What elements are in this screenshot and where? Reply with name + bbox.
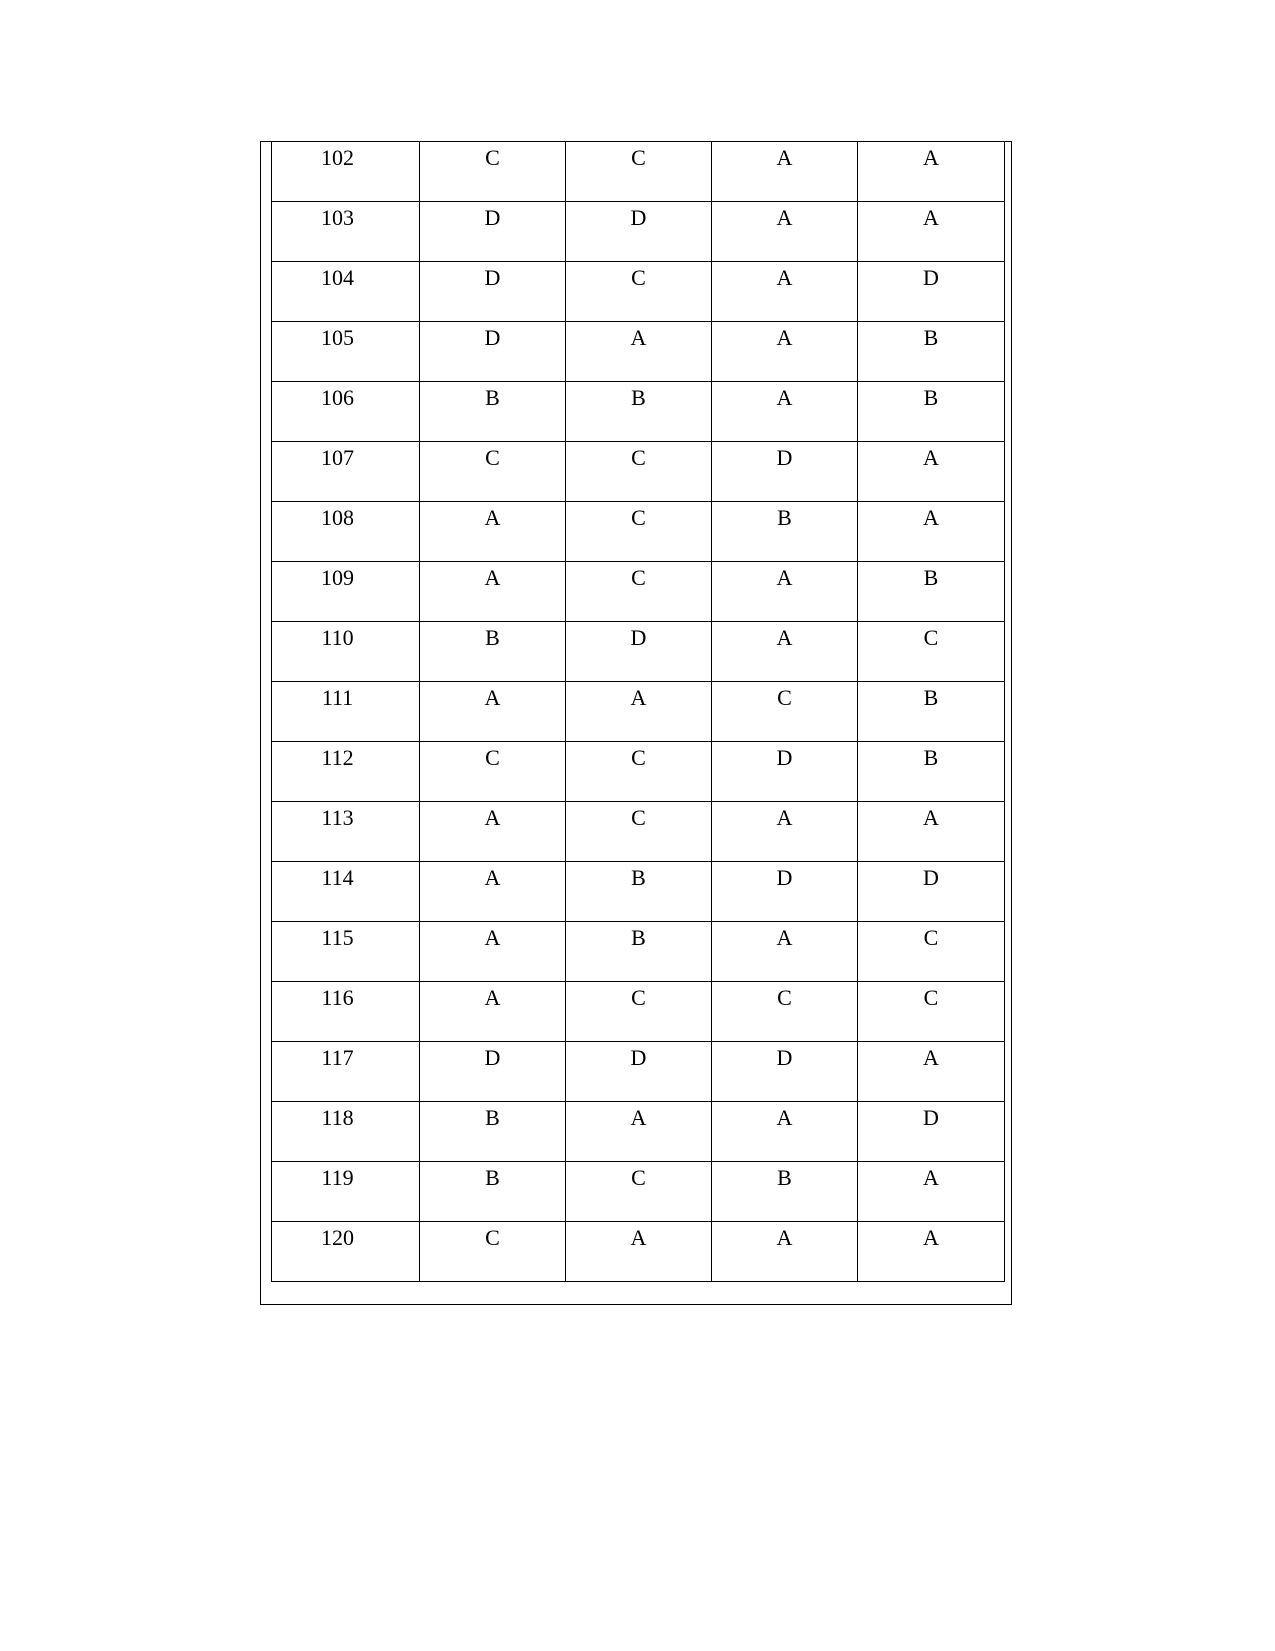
answer-cell-col-4: C [712,682,858,742]
question-number-cell: 117 [272,1042,420,1102]
answer-cell-col-4: B [712,502,858,562]
answer-cell-col-5: A [858,442,1005,502]
answer-cell-col-4: A [712,202,858,262]
answer-cell-col-4: D [712,1042,858,1102]
question-number-cell: 111 [272,682,420,742]
answer-cell-col-5: B [858,322,1005,382]
answer-cell-col-5: B [858,742,1005,802]
answer-cell-col-3: C [566,1162,712,1222]
answer-cell-col-3: C [566,142,712,202]
answer-cell-col-4: D [712,862,858,922]
answer-cell-col-4: A [712,1102,858,1162]
answer-cell-col-2: C [420,142,566,202]
answer-key-table [271,141,1005,1282]
table-row [272,922,1005,982]
answer-cell-col-5: A [858,1222,1005,1282]
question-number-cell: 112 [272,742,420,802]
table-row [272,1102,1005,1162]
answer-cell-col-2: D [420,202,566,262]
answer-cell-col-3: A [566,322,712,382]
table-row [272,382,1005,442]
answer-cell-col-3: C [566,742,712,802]
answer-cell-col-5: A [858,1162,1005,1222]
table-row [272,322,1005,382]
answer-cell-col-5: C [858,922,1005,982]
table-row [272,682,1005,742]
table-row [272,562,1005,622]
answer-cell-col-3: A [566,1102,712,1162]
answer-cell-col-4: A [712,622,858,682]
answer-cell-col-3: C [566,982,712,1042]
answer-cell-col-3: C [566,802,712,862]
answer-cell-col-4: D [712,742,858,802]
question-number-cell: 105 [272,322,420,382]
answer-cell-col-2: C [420,1222,566,1282]
answer-cell-col-5: A [858,202,1005,262]
question-number-cell: 107 [272,442,420,502]
answer-cell-col-4: B [712,1162,858,1222]
question-number-cell: 116 [272,982,420,1042]
answer-cell-col-2: D [420,1042,566,1102]
table-row [272,1222,1005,1282]
question-number-cell: 106 [272,382,420,442]
answer-cell-col-2: A [420,502,566,562]
answer-cell-col-2: A [420,922,566,982]
answer-cell-col-5: B [858,682,1005,742]
question-number-cell: 119 [272,1162,420,1222]
answer-cell-col-2: B [420,1102,566,1162]
table-row [272,862,1005,922]
answer-cell-col-2: A [420,682,566,742]
table-row [272,802,1005,862]
table-row [272,442,1005,502]
answer-cell-col-4: A [712,802,858,862]
answer-cell-col-5: D [858,262,1005,322]
answer-cell-col-2: A [420,982,566,1042]
answer-cell-col-5: A [858,502,1005,562]
question-number-cell: 120 [272,1222,420,1282]
answer-cell-col-4: A [712,262,858,322]
table-row [272,1042,1005,1102]
answer-cell-col-3: D [566,202,712,262]
question-number-cell: 113 [272,802,420,862]
answer-cell-col-3: C [566,262,712,322]
answer-cell-col-3: B [566,862,712,922]
answer-cell-col-3: A [566,1222,712,1282]
answer-cell-col-4: A [712,322,858,382]
question-number-cell: 118 [272,1102,420,1162]
answer-cell-col-3: C [566,562,712,622]
answer-cell-col-2: D [420,262,566,322]
question-number-cell: 114 [272,862,420,922]
answer-cell-col-2: B [420,1162,566,1222]
answer-cell-col-4: A [712,562,858,622]
answer-cell-col-2: A [420,862,566,922]
answer-cell-col-4: A [712,1222,858,1282]
answer-cell-col-2: B [420,622,566,682]
answer-cell-col-4: A [712,922,858,982]
answer-cell-col-2: C [420,442,566,502]
answer-cell-col-3: A [566,682,712,742]
answer-cell-col-2: D [420,322,566,382]
question-number-cell: 108 [272,502,420,562]
answer-cell-col-2: B [420,382,566,442]
table-row [272,142,1005,202]
answer-cell-col-4: C [712,982,858,1042]
answer-cell-col-4: A [712,142,858,202]
question-number-cell: 103 [272,202,420,262]
table-row [272,202,1005,262]
answer-cell-col-2: A [420,562,566,622]
question-number-cell: 109 [272,562,420,622]
answer-cell-col-5: D [858,862,1005,922]
answer-cell-col-2: A [420,802,566,862]
answer-cell-col-3: C [566,502,712,562]
table-row [272,982,1005,1042]
answer-cell-col-5: A [858,1042,1005,1102]
question-number-cell: 104 [272,262,420,322]
answer-cell-col-3: D [566,622,712,682]
answer-cell-col-3: C [566,442,712,502]
answer-cell-col-4: A [712,382,858,442]
answer-cell-col-3: D [566,1042,712,1102]
answer-cell-col-3: B [566,382,712,442]
question-number-cell: 102 [272,142,420,202]
answer-key-table-body [272,142,1005,1282]
answer-cell-col-5: B [858,382,1005,442]
answer-cell-col-4: D [712,442,858,502]
table-row [272,262,1005,322]
table-row [272,502,1005,562]
question-number-cell: 110 [272,622,420,682]
question-number-cell: 115 [272,922,420,982]
answer-cell-col-3: B [566,922,712,982]
answer-cell-col-5: A [858,802,1005,862]
answer-cell-col-2: C [420,742,566,802]
answer-cell-col-5: C [858,622,1005,682]
table-row [272,742,1005,802]
answer-cell-col-5: B [858,562,1005,622]
answer-cell-col-5: A [858,142,1005,202]
table-row [272,1162,1005,1222]
answer-cell-col-5: D [858,1102,1005,1162]
answer-cell-col-5: C [858,982,1005,1042]
table-row [272,622,1005,682]
